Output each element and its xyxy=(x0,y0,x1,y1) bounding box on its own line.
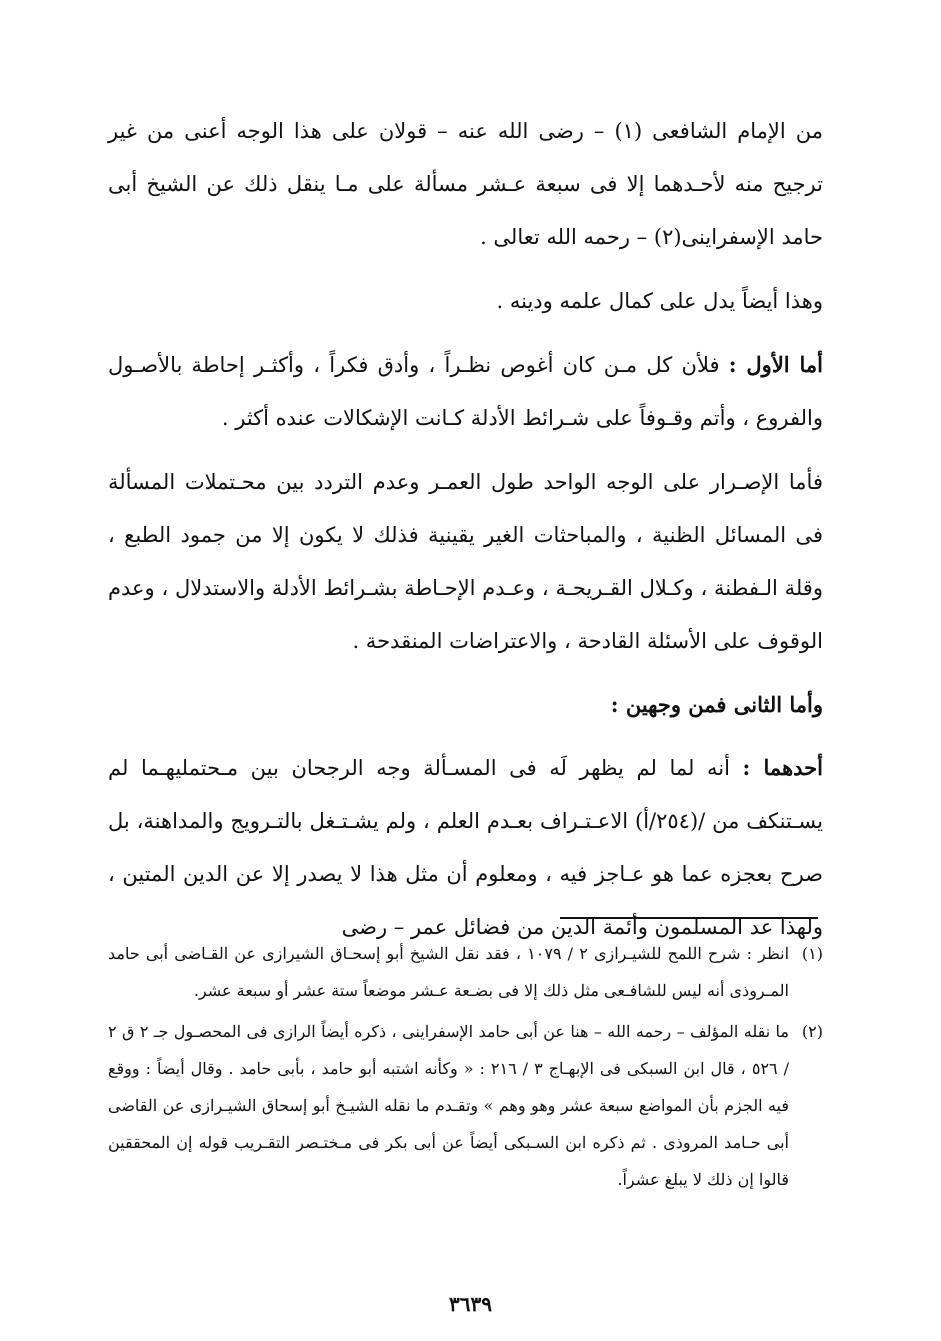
footnote-marker: (٢) xyxy=(801,1022,823,1041)
footnote-2 xyxy=(108,1013,823,1198)
section-heading: وأما الثانى فمن وجهين : xyxy=(610,692,823,717)
footnote-marker: (١) xyxy=(801,944,823,963)
footnotes xyxy=(108,935,823,1202)
page-number: ٣٦٣٩ xyxy=(449,1292,492,1316)
footnote-text: انظر : شرح اللمح للشيـرازى ٢ / ١٠٧٩ ، فقد نقل الشيخ أبو إسحـاق الشيرازى عن القـاضى أبى حامد المـروذى أنه ليس للشافـعى مثل ذلك إلا فى بضـعة عـشر موضعاً ستة عشر أو سبعة عشر. xyxy=(108,944,790,1000)
paragraph-2 xyxy=(108,274,823,328)
paragraph-5 xyxy=(108,741,823,954)
paragraph-text: من الإمام الشافعى (١) – رضى الله عنه – قولان على هذا الوجه أعنى من غير ترجيح منه لأحـدهما إلا فى سبعة عـشر مسألة على مـا ينقل ذلك عن الشيخ أبى حامد الإسفراينى(٢) – رحمه الله تعالى . xyxy=(108,119,823,249)
paragraph-text: وهذا أيضاً يدل على كمال علمه ودينه . xyxy=(496,289,823,313)
paragraph-text: فأما الإصـرار على الوجه الواحد طول العمـر وعدم التردد بين محـتملات المسألة فى المسائل الظنية ، والمباحثات الغير يقينية فذلك لا يكون إلا من جمود الطبع ، وقلة الـفطنة ، وكـلال القـريحـة ، وعـدم الإحـاطة بشـرائط الأدلة والاستدلال ، وعدم الوقوف على الأسئلة القادحة ، والاعتراضات المنقدحة . xyxy=(108,470,823,653)
paragraph-text: فلأن كل مـن كان أغوص نظـراً ، وأدق فكراً ، وأكثـر إحاطة بالأصـول والفروع ، وأتم وقـوفاً على شـرائط الأدلة كـانت الإشكالات عنده أكثر . xyxy=(108,353,823,430)
paragraph-1 xyxy=(108,104,823,264)
paragraph-lead: أحدهما : xyxy=(742,755,823,780)
paragraph-text: أنه لما لم يظهر لَه فى المسـألة وجه الرجحان بين مـحتمليهـما لم يسـتنكف من /(٢٥٤/أ) الاعـتـراف بعـدم العلم ، ولم يشـتـغل بالتـرويج والمداهنة، بل صرح بعجزه عما هو عـاجز فيه ، ومعلوم أن مثل هذا لا يصدر إلا عن الدين المتين ، ولهذا عد المسلمون وأئمة الدين من فضائل عمر – رضى xyxy=(108,756,823,939)
paragraph-3 xyxy=(108,338,823,445)
footnote-divider xyxy=(560,917,818,919)
paragraph-4 xyxy=(108,455,823,668)
main-text xyxy=(108,104,823,964)
paragraph-lead: أما الأول : xyxy=(728,352,823,377)
footnote-1 xyxy=(108,935,823,1009)
footnote-text: ما نقله المؤلف – رحمه الله – هنا عن أبى حامد الإسفراينى ، ذكره أيضاً الرازى فى المحصـول جـ ٢ ق ٢ / ٥٢٦ ، قال ابن السبكى فى الإبهـاج ٣ / ٢١٦ : « وكأنه اشتبه أبو حامد ، بأبى حامد . وقال أيضاً : ووقع فيه الجزم بأن المواضع سبعة عشر وهو وهم » وتقـدم ما نقله الشيـخ أبو إسحاق الشيـرازى عن القاضى أبى حـامد المروذى . ثم ذكره ابن السـبكى أيضاً عن أبى بكر فى مـختـصر التقـريب قوله إن المحققين قالوا إن ذلك لا يبلغ عشراً. xyxy=(108,1022,790,1189)
